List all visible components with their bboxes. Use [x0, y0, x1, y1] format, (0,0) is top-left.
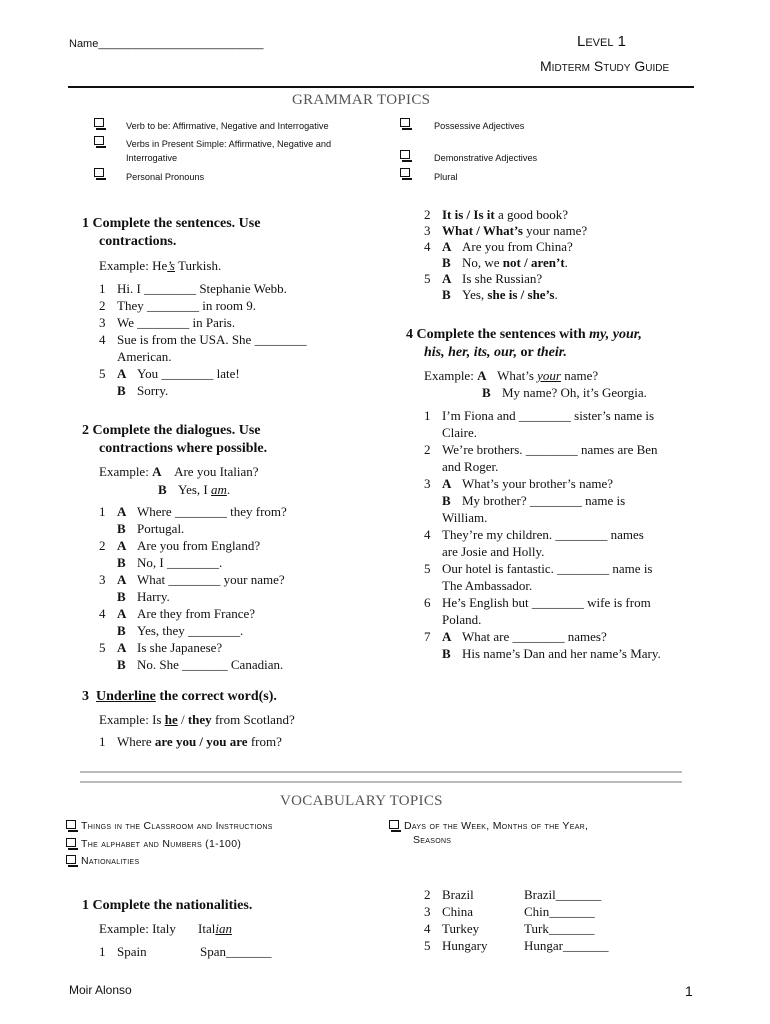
- header-divider: [68, 86, 694, 88]
- exercise-2-example-b: B Yes, I am.: [158, 482, 231, 497]
- exercise-4-item: 7 A What are ________ names?: [424, 629, 607, 644]
- exercise-2-item: 4 A Are they from France?: [99, 606, 256, 621]
- grammar-topic: Demonstrative Adjectives: [434, 153, 538, 163]
- vocabulary-topic: The alphabet and Numbers (1-100): [81, 838, 242, 850]
- checkbox-icon[interactable]: [389, 820, 399, 829]
- checkbox-icon[interactable]: [94, 136, 104, 145]
- exercise-4-example: Example: A What’s your name?: [424, 368, 599, 383]
- exercise-1-title: 1 Complete the sentences. Use: [82, 216, 261, 231]
- vocab-item-answer: Span_______: [200, 944, 272, 959]
- vocabulary-divider-bottom: [80, 781, 682, 783]
- exercise-4-item-continued: are Josie and Holly.: [442, 544, 545, 559]
- checkbox-icon[interactable]: [400, 168, 410, 177]
- vocab-item-country: Turkey: [442, 921, 480, 936]
- checkbox-icon[interactable]: [94, 168, 104, 177]
- vocab-item-number: 1: [99, 944, 106, 959]
- checkbox-icon[interactable]: [66, 855, 76, 864]
- grammar-topic: Verbs in Present Simple: Affirmative, Negative and: [126, 139, 332, 149]
- exercise-4-item: 5 Our hotel is fantastic. ________ name is: [424, 561, 653, 576]
- exercise-1-item: 3 We ________ in Paris.: [99, 315, 236, 330]
- vocab-exercise-1-example: Example: Italy: [99, 921, 176, 936]
- grammar-topics-heading: GRAMMAR TOPICS: [292, 92, 431, 108]
- vocab-exercise-1-example-answer: Italian: [198, 921, 232, 936]
- exercise-4-title-line2: his, her, its, our, or their.: [424, 345, 567, 360]
- vocab-item-number: 3: [424, 904, 431, 919]
- vocab-item-answer: Brazil_______: [524, 887, 602, 902]
- vocabulary-topic: Things in the Classroom and Instructions: [81, 820, 273, 832]
- checkbox-icon[interactable]: [66, 820, 76, 829]
- vocab-item-number: 4: [424, 921, 431, 936]
- checkbox-icon[interactable]: [66, 838, 76, 847]
- exercise-2-title: 2 Complete the dialogues. Use: [82, 423, 261, 438]
- study-guide-title: Midterm Study Guide: [540, 58, 670, 74]
- exercise-2-title-line2: contractions where possible.: [99, 441, 268, 456]
- vocab-exercise-1-title: 1 Complete the nationalities.: [82, 898, 253, 913]
- exercise-3-item: 4 A Are you from China?: [424, 239, 573, 254]
- exercise-4-item-continued: and Roger.: [442, 459, 499, 474]
- vocabulary-divider-top: [80, 771, 682, 773]
- exercise-3-item: 3 What / What’s your name?: [424, 223, 588, 238]
- exercise-3-item: 5 A Is she Russian?: [424, 271, 543, 286]
- exercise-2-item: 1 A Where ________ they from?: [99, 504, 287, 519]
- grammar-topic: Plural: [434, 172, 458, 182]
- vocabulary-topic-continued: Seasons: [413, 834, 452, 846]
- level-label: Level 1: [577, 33, 626, 50]
- vocab-item-country: Hungary: [442, 938, 488, 953]
- vocabulary-topic: Nationalities: [81, 855, 140, 867]
- exercise-2-item-b: B Yes, they ________.: [117, 623, 244, 638]
- checkbox-icon[interactable]: [94, 118, 104, 127]
- exercise-4-item-continued: Claire.: [442, 425, 478, 440]
- exercise-2-item-b: B Harry.: [117, 589, 170, 604]
- exercise-2-item-b: B No. She _______ Canadian.: [117, 657, 284, 672]
- exercise-4-title: 4 Complete the sentences with my, your,: [406, 327, 642, 342]
- vocabulary-topics-heading: VOCABULARY TOPICS: [280, 793, 443, 809]
- name-field-label: Name___________________________: [69, 38, 264, 50]
- exercise-4-item-continued: The Ambassador.: [442, 578, 533, 593]
- exercise-2-item: 3 A What ________ your name?: [99, 572, 285, 587]
- vocab-item-country: Spain: [117, 944, 147, 959]
- exercise-4-example-b: B My name? Oh, it’s Georgia.: [482, 385, 647, 400]
- vocabulary-topic: Days of the Week, Months of the Year,: [404, 820, 589, 832]
- exercise-4-item-b: B His name’s Dan and her name’s Mary.: [442, 646, 661, 661]
- exercise-2-item-b: B No, I ________.: [117, 555, 223, 570]
- exercise-1-title-line2: contractions.: [99, 234, 177, 249]
- grammar-topic-continued: Interrogative: [126, 153, 178, 163]
- exercise-2-example: Example: A Are you Italian?: [99, 464, 259, 479]
- vocab-item-answer: Turk_______: [524, 921, 595, 936]
- exercise-1-item-continued: American.: [117, 349, 172, 364]
- exercise-4-item: 1 I’m Fiona and ________ sister’s name is: [424, 408, 655, 423]
- vocab-item-answer: Hungar_______: [524, 938, 609, 953]
- author-name: Moir Alonso: [69, 983, 132, 997]
- exercise-2-item: 2 A Are you from England?: [99, 538, 261, 553]
- exercise-4-item: 3 A What’s your brother’s name?: [424, 476, 614, 491]
- vocab-item-country: China: [442, 904, 474, 919]
- exercise-3-example: Example: Is he / they from Scotland?: [99, 712, 295, 727]
- exercise-2-item: 5 A Is she Japanese?: [99, 640, 223, 655]
- exercise-4-item-continued: William.: [442, 510, 488, 525]
- checkbox-icon[interactable]: [400, 118, 410, 127]
- exercise-3-item: 2 It is / Is it a good book?: [424, 207, 569, 222]
- exercise-3-title: 3 Underline the correct word(s).: [82, 689, 277, 704]
- exercise-2-item-b: B Portugal.: [117, 521, 185, 536]
- checkbox-icon[interactable]: [400, 150, 410, 159]
- exercise-1-item: 4 Sue is from the USA. She ________: [99, 332, 307, 347]
- exercise-3-item-b: B No, we not / aren’t.: [442, 255, 568, 270]
- vocab-item-country: Brazil: [442, 887, 474, 902]
- exercise-3-item-b: B Yes, she is / she’s.: [442, 287, 558, 302]
- page-number: 1: [685, 983, 693, 999]
- exercise-4-item: 2 We’re brothers. ________ names are Ben: [424, 442, 658, 457]
- vocab-item-answer: Chin_______: [524, 904, 595, 919]
- exercise-1-item: 2 They ________ in room 9.: [99, 298, 257, 313]
- grammar-topic: Possessive Adjectives: [434, 121, 525, 131]
- grammar-topic: Verb to be: Affirmative, Negative and Interrogative: [126, 121, 329, 131]
- vocab-item-number: 2: [424, 887, 431, 902]
- exercise-1-example: Example: He’s Turkish.: [99, 258, 222, 273]
- exercise-1-item: 1 Hi. I ________ Stephanie Webb.: [99, 281, 287, 296]
- vocab-item-number: 5: [424, 938, 431, 953]
- exercise-3-item: 1 Where are you / you are from?: [99, 734, 282, 749]
- exercise-1-item-b: B Sorry.: [117, 383, 169, 398]
- exercise-4-item: 4 They’re my children. ________ names: [424, 527, 644, 542]
- exercise-4-item-continued: Poland.: [442, 612, 482, 627]
- exercise-4-item: 6 He’s English but ________ wife is from: [424, 595, 651, 610]
- exercise-1-item: 5 A You ________ late!: [99, 366, 240, 381]
- grammar-topic: Personal Pronouns: [126, 172, 205, 182]
- exercise-4-item-b: B My brother? ________ name is: [442, 493, 626, 508]
